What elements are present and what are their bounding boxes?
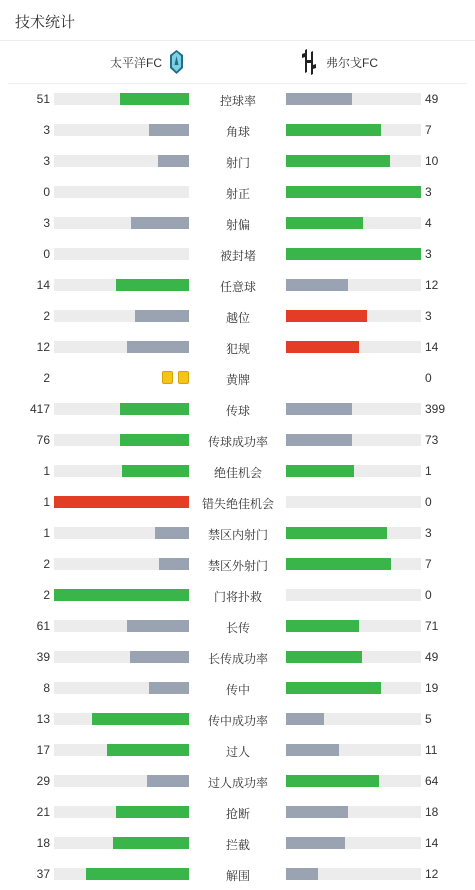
away-stat-bar bbox=[286, 558, 421, 570]
stat-label: 过人成功率 bbox=[207, 776, 268, 790]
home-stat-value: 0 bbox=[43, 185, 50, 199]
home-stat-value: 2 bbox=[43, 309, 50, 323]
away-stat-value: 7 bbox=[425, 123, 432, 137]
home-stat-bar-fill bbox=[116, 806, 189, 818]
home-stat-value: 417 bbox=[29, 402, 50, 416]
stat-row bbox=[0, 270, 475, 301]
home-stat-bar-fill bbox=[92, 713, 189, 725]
stat-row bbox=[0, 673, 475, 704]
stat-row bbox=[0, 115, 475, 146]
away-stat-bar-fill bbox=[286, 248, 421, 260]
home-team-logo-icon bbox=[170, 50, 183, 74]
home-stat-bar bbox=[54, 713, 189, 725]
away-stat-value: 10 bbox=[425, 154, 439, 168]
stat-label: 禁区外射门 bbox=[207, 559, 268, 573]
stat-row bbox=[0, 332, 475, 363]
home-stat-bar bbox=[54, 217, 189, 229]
away-stat-bar-fill bbox=[286, 434, 352, 446]
away-stat-bar bbox=[286, 620, 421, 632]
stat-label: 控球率 bbox=[219, 94, 256, 108]
away-stat-bar bbox=[286, 434, 421, 446]
away-stat-bar-fill bbox=[286, 403, 352, 415]
away-stat-bar-fill bbox=[286, 527, 387, 539]
stat-row bbox=[0, 208, 475, 239]
stat-row bbox=[0, 828, 475, 859]
stat-label: 角球 bbox=[225, 125, 250, 139]
away-stat-bar bbox=[286, 744, 421, 756]
away-stat-bar-fill bbox=[286, 465, 354, 477]
stat-row bbox=[0, 642, 475, 673]
home-stat-bar bbox=[54, 744, 189, 756]
home-stat-bar-fill bbox=[130, 651, 189, 663]
home-stat-bar bbox=[54, 341, 189, 353]
home-stat-value: 2 bbox=[43, 557, 50, 571]
stat-label: 传球 bbox=[225, 404, 250, 418]
home-stat-bar-fill bbox=[113, 837, 189, 849]
stat-row bbox=[0, 859, 475, 890]
home-stat-value: 13 bbox=[36, 712, 50, 726]
away-stat-value: 14 bbox=[425, 836, 439, 850]
away-stat-value: 19 bbox=[425, 681, 439, 695]
away-stat-bar bbox=[286, 806, 421, 818]
away-stat-value: 12 bbox=[425, 278, 439, 292]
stat-label: 犯规 bbox=[225, 342, 250, 356]
stat-row bbox=[0, 394, 475, 425]
home-stat-bar-fill bbox=[127, 341, 189, 353]
home-stat-value: 12 bbox=[36, 340, 50, 354]
stat-row bbox=[0, 487, 475, 518]
stat-row bbox=[0, 580, 475, 611]
away-stat-bar-fill bbox=[286, 155, 390, 167]
away-stat-bar-fill bbox=[286, 341, 359, 353]
away-stat-bar bbox=[286, 496, 421, 508]
home-stat-value: 17 bbox=[36, 743, 50, 757]
away-stat-bar bbox=[286, 837, 421, 849]
teams-bar bbox=[8, 41, 467, 84]
away-stat-value: 7 bbox=[425, 557, 432, 571]
home-stat-bar bbox=[54, 248, 189, 260]
away-stat-value: 49 bbox=[425, 650, 439, 664]
away-stat-bar-fill bbox=[286, 93, 352, 105]
stat-label: 解围 bbox=[225, 869, 250, 883]
stat-label: 射偏 bbox=[225, 218, 250, 232]
home-stat-value: 39 bbox=[36, 650, 50, 664]
home-stat-bar-fill bbox=[158, 155, 189, 167]
stat-row bbox=[0, 797, 475, 828]
home-stat-bar bbox=[54, 465, 189, 477]
away-stat-bar bbox=[286, 186, 421, 198]
home-stat-bar bbox=[54, 620, 189, 632]
away-stat-value: 73 bbox=[425, 433, 439, 447]
home-stat-bar-fill bbox=[131, 217, 189, 229]
home-stat-value: 1 bbox=[43, 526, 50, 540]
home-stat-value: 61 bbox=[36, 619, 50, 633]
home-stat-bar-fill bbox=[147, 775, 189, 787]
away-stat-bar bbox=[286, 868, 421, 880]
home-stat-bar bbox=[54, 651, 189, 663]
away-stat-bar-fill bbox=[286, 837, 345, 849]
away-team-logo-icon bbox=[298, 49, 320, 75]
home-stat-bar bbox=[54, 155, 189, 167]
home-stat-bar bbox=[54, 93, 189, 105]
stat-label: 错失绝佳机会 bbox=[201, 497, 274, 511]
away-stat-bar bbox=[286, 310, 421, 322]
away-stat-bar bbox=[286, 341, 421, 353]
away-stat-bar bbox=[286, 403, 421, 415]
away-stat-value: 399 bbox=[425, 402, 446, 416]
home-stat-bar bbox=[54, 279, 189, 291]
stat-row bbox=[0, 766, 475, 797]
home-stat-bar-fill bbox=[116, 279, 189, 291]
stat-label: 被封堵 bbox=[219, 249, 256, 263]
home-stat-value: 29 bbox=[36, 774, 50, 788]
away-stat-value: 11 bbox=[425, 743, 438, 757]
stat-row bbox=[0, 301, 475, 332]
away-stat-value: 0 bbox=[425, 495, 432, 509]
away-stat-bar-fill bbox=[286, 310, 367, 322]
stat-row bbox=[0, 518, 475, 549]
home-stat-bar-fill bbox=[54, 589, 189, 601]
away-team[interactable] bbox=[298, 41, 378, 83]
away-stat-bar-fill bbox=[286, 682, 381, 694]
home-stat-bar-fill bbox=[54, 496, 189, 508]
stat-row bbox=[0, 425, 475, 456]
stat-label: 禁区内射门 bbox=[207, 528, 268, 542]
stat-label: 门将扑救 bbox=[213, 590, 262, 604]
stat-label: 传中 bbox=[225, 683, 250, 697]
home-stat-bar-fill bbox=[122, 465, 190, 477]
away-team-name: 弗尔戈FC bbox=[326, 55, 378, 70]
stat-label: 过人 bbox=[225, 745, 250, 759]
home-stat-bar-fill bbox=[149, 124, 190, 136]
stat-label: 长传成功率 bbox=[207, 652, 268, 666]
home-stat-value: 76 bbox=[36, 433, 50, 447]
away-stat-bar-fill bbox=[286, 868, 318, 880]
home-stat-value: 37 bbox=[36, 867, 50, 881]
stat-label: 传中成功率 bbox=[207, 714, 268, 728]
stat-row bbox=[0, 611, 475, 642]
away-stat-bar-fill bbox=[286, 620, 359, 632]
home-stat-bar-fill bbox=[135, 310, 189, 322]
away-stat-bar bbox=[286, 124, 421, 136]
home-stat-value: 2 bbox=[43, 588, 50, 602]
away-stat-value: 18 bbox=[425, 805, 439, 819]
stat-row bbox=[0, 84, 475, 115]
home-stat-bar-fill bbox=[120, 434, 189, 446]
away-stat-bar bbox=[286, 279, 421, 291]
home-stat-bar bbox=[54, 186, 189, 198]
home-stat-bar bbox=[54, 496, 189, 508]
away-stat-bar bbox=[286, 465, 421, 477]
home-stat-bar bbox=[54, 124, 189, 136]
yellow-cards bbox=[162, 371, 189, 384]
home-stat-value: 14 bbox=[36, 278, 50, 292]
away-stat-value: 14 bbox=[425, 340, 439, 354]
home-stat-bar bbox=[54, 434, 189, 446]
stat-row bbox=[0, 704, 475, 735]
home-stat-bar bbox=[54, 682, 189, 694]
away-stat-bar-fill bbox=[286, 744, 339, 756]
home-team[interactable] bbox=[110, 41, 183, 83]
home-stat-value: 21 bbox=[36, 805, 50, 819]
stat-row bbox=[0, 239, 475, 270]
away-stat-value: 64 bbox=[425, 774, 439, 788]
home-stat-value: 1 bbox=[43, 495, 50, 509]
home-stat-bar-fill bbox=[120, 403, 189, 415]
stat-label: 抢断 bbox=[225, 807, 250, 821]
stat-row bbox=[0, 363, 475, 394]
away-stat-value: 0 bbox=[425, 371, 432, 385]
away-stat-bar bbox=[286, 713, 421, 725]
stat-row bbox=[0, 177, 475, 208]
stat-row bbox=[0, 735, 475, 766]
home-stat-bar bbox=[54, 310, 189, 322]
stat-label: 射门 bbox=[225, 156, 250, 170]
away-stat-bar-fill bbox=[286, 186, 421, 198]
home-stat-value: 3 bbox=[43, 123, 50, 137]
stat-label: 绝佳机会 bbox=[213, 466, 262, 480]
away-stat-bar-fill bbox=[286, 217, 363, 229]
stat-label: 越位 bbox=[225, 311, 250, 325]
home-stat-bar bbox=[54, 806, 189, 818]
away-stat-bar bbox=[286, 589, 421, 601]
page-title: 技术统计 bbox=[15, 14, 76, 31]
stat-label: 长传 bbox=[225, 621, 250, 635]
home-stat-bar-fill bbox=[159, 558, 189, 570]
away-stat-value: 12 bbox=[425, 867, 439, 881]
away-stat-bar-fill bbox=[286, 713, 324, 725]
home-stat-bar bbox=[54, 527, 189, 539]
stat-label: 任意球 bbox=[219, 280, 256, 294]
away-stat-value: 5 bbox=[425, 712, 432, 726]
home-stat-bar-fill bbox=[107, 744, 189, 756]
home-stat-bar-fill bbox=[86, 868, 189, 880]
home-stat-bar-fill bbox=[155, 527, 189, 539]
home-stat-bar bbox=[54, 403, 189, 415]
yellow-card-icon bbox=[178, 371, 189, 384]
home-stat-value: 51 bbox=[36, 92, 50, 106]
home-stat-value: 3 bbox=[43, 154, 50, 168]
stat-row bbox=[0, 146, 475, 177]
stat-row bbox=[0, 456, 475, 487]
away-stat-bar bbox=[286, 775, 421, 787]
home-stat-value: 3 bbox=[43, 216, 50, 230]
home-team-name: 太平洋FC bbox=[110, 55, 162, 70]
home-stat-value: 0 bbox=[43, 247, 50, 261]
home-stat-value: 1 bbox=[43, 464, 50, 478]
home-stat-bar bbox=[54, 868, 189, 880]
home-stat-bar-fill bbox=[120, 93, 189, 105]
home-stat-value: 2 bbox=[43, 371, 50, 385]
stat-row bbox=[0, 549, 475, 580]
away-stat-value: 3 bbox=[425, 247, 432, 261]
away-stat-bar-fill bbox=[286, 651, 362, 663]
yellow-card-icon bbox=[162, 371, 173, 384]
away-stat-value: 4 bbox=[425, 216, 432, 230]
away-stat-value: 1 bbox=[425, 464, 432, 478]
away-stat-value: 0 bbox=[425, 588, 432, 602]
away-stat-bar bbox=[286, 93, 421, 105]
away-stat-value: 3 bbox=[425, 309, 432, 323]
home-stat-bar bbox=[54, 558, 189, 570]
away-stat-bar-fill bbox=[286, 124, 381, 136]
stat-label: 传球成功率 bbox=[207, 435, 268, 449]
away-stat-bar-fill bbox=[286, 775, 379, 787]
away-stat-bar bbox=[286, 155, 421, 167]
away-stat-value: 71 bbox=[425, 619, 439, 633]
stat-label: 拦截 bbox=[225, 838, 250, 852]
away-stat-value: 3 bbox=[425, 185, 432, 199]
away-stat-bar bbox=[286, 217, 421, 229]
away-stat-bar bbox=[286, 682, 421, 694]
home-stat-value: 8 bbox=[43, 681, 50, 695]
header bbox=[0, 0, 475, 41]
home-stat-bar bbox=[54, 589, 189, 601]
away-stat-bar-fill bbox=[286, 558, 391, 570]
home-stat-bar-fill bbox=[127, 620, 189, 632]
home-stat-bar bbox=[54, 837, 189, 849]
away-stat-value: 3 bbox=[425, 526, 432, 540]
stat-label: 射正 bbox=[225, 187, 250, 201]
home-stat-bar-fill bbox=[149, 682, 190, 694]
home-stat-value: 18 bbox=[36, 836, 50, 850]
away-stat-bar bbox=[286, 527, 421, 539]
away-stat-bar-fill bbox=[286, 279, 348, 291]
away-stat-value: 49 bbox=[425, 92, 439, 106]
stat-label: 黄牌 bbox=[225, 373, 250, 387]
away-stat-bar-fill bbox=[286, 806, 348, 818]
away-stat-bar bbox=[286, 651, 421, 663]
away-stat-bar bbox=[286, 248, 421, 260]
home-stat-bar bbox=[54, 775, 189, 787]
